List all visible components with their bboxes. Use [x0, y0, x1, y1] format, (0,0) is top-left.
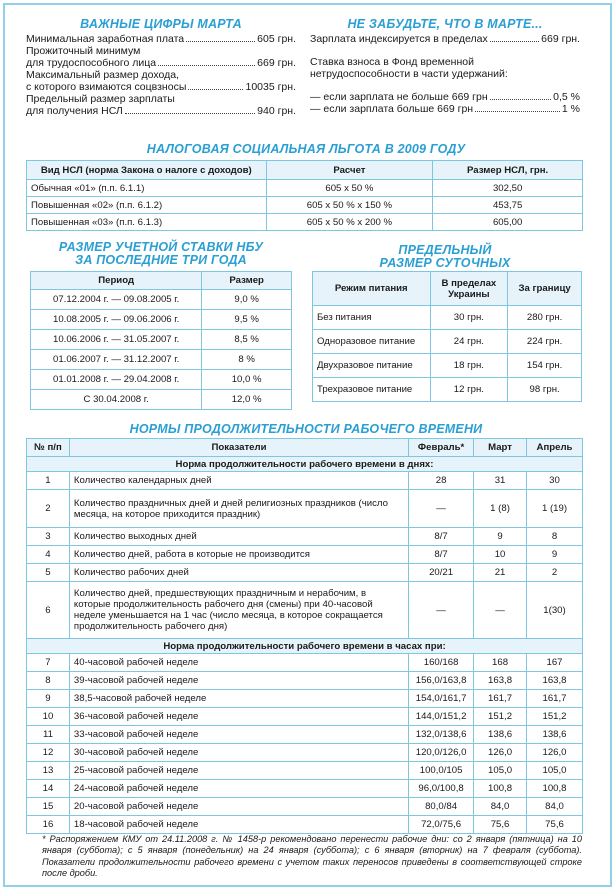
table-row [27, 744, 583, 762]
table-cell: 151,2 [474, 708, 527, 726]
table-cell: Количество календарных дней [69, 472, 408, 490]
norms-header-feb: Февраль* [409, 439, 474, 457]
daily-title-line1: ПРЕДЕЛЬНЫЙ [398, 243, 492, 257]
table-row [31, 290, 292, 310]
table-cell: 8,5 % [202, 330, 292, 350]
figure-line [26, 33, 296, 45]
figure-label: для трудоспособного лица [26, 57, 157, 69]
daily-header-abroad: За границу [508, 272, 582, 306]
table-cell: 105,0 [474, 762, 527, 780]
table-cell: 01.06.2007 г. — 31.12.2007 г. [31, 350, 202, 370]
table-cell: 14 [27, 780, 70, 798]
table-cell: 163,8 [527, 672, 583, 690]
table-cell: 161,7 [474, 690, 527, 708]
table-cell: 224 грн. [508, 330, 582, 354]
table-cell: 3 [27, 528, 70, 546]
table-row [313, 306, 582, 330]
table-cell: 28 [409, 472, 474, 490]
table-cell: 20-часовой рабочей неделе [69, 798, 408, 816]
daily-header-mode: Режим питания [313, 272, 431, 306]
table-cell: 138,6 [527, 726, 583, 744]
rate-line-1: — если зарплата не больше 669 грн 0,5 % [310, 91, 580, 103]
figure-line [26, 45, 296, 57]
table-cell: 160/168 [409, 654, 474, 672]
table-cell: 10.08.2005 г. — 09.06.2006 г. [31, 310, 202, 330]
table-cell: 1 (19) [527, 490, 583, 528]
table-cell: 01.01.2008 г. — 29.04.2008 г. [31, 370, 202, 390]
table-row [27, 528, 583, 546]
daily-table [312, 271, 582, 402]
norms-header-apr: Апрель [527, 439, 583, 457]
table-cell: 1 (8) [474, 490, 527, 528]
norms-header-num: № п/п [27, 439, 70, 457]
figure-line [26, 57, 296, 69]
table-cell: 96,0/100,8 [409, 780, 474, 798]
nsl-table [26, 160, 583, 231]
table-cell: 100,0/105 [409, 762, 474, 780]
table-cell: 31 [474, 472, 527, 490]
table-row [27, 546, 583, 564]
table-cell: 18-часовой рабочей неделе [69, 816, 408, 834]
table-cell: 9,5 % [202, 310, 292, 330]
norms-table [26, 438, 583, 834]
figure-label: для получения НСЛ [26, 105, 123, 117]
fund-text-2: нетрудоспособности в части удержаний: [310, 68, 508, 80]
table-cell: 72,0/75,6 [409, 816, 474, 834]
table-cell: 168 [474, 654, 527, 672]
nbu-header-size: Размер [202, 272, 292, 290]
table-cell: 8/7 [409, 528, 474, 546]
table-cell: Количество праздничных дней и дней религиозных праздников (число месяца, на которое приходится праздник) [69, 490, 408, 528]
important-figures-title: ВАЖНЫЕ ЦИФРЫ МАРТА [80, 17, 242, 31]
figure-value: 669 грн. [257, 57, 296, 69]
table-cell: 9 [27, 690, 70, 708]
table-cell: 21 [474, 564, 527, 582]
table-row [313, 378, 582, 402]
table-cell: 20/21 [409, 564, 474, 582]
table-cell: 38,5-часовой рабочей неделе [69, 690, 408, 708]
table-row [31, 330, 292, 350]
table-cell: 07.12.2004 г. — 09.08.2005 г. [31, 290, 202, 310]
table-cell: 10,0 % [202, 370, 292, 390]
table-row [27, 816, 583, 834]
table-cell: 84,0 [474, 798, 527, 816]
nbu-table [30, 271, 292, 410]
table-cell: 144,0/151,2 [409, 708, 474, 726]
table-cell: Повышенная «02» (п.п. 6.1.2) [27, 197, 267, 214]
table-cell: 5 [27, 564, 70, 582]
rate-line-2: — если зарплата больше 669 грн 1 % [310, 103, 580, 115]
table-cell: 12 грн. [430, 378, 508, 402]
table-cell: 100,8 [527, 780, 583, 798]
table-cell: 9 [474, 528, 527, 546]
table-cell: Без питания [313, 306, 431, 330]
table-cell: 33-часовой рабочей неделе [69, 726, 408, 744]
figure-line [26, 69, 296, 81]
table-cell: 605 х 50 % х 150 % [266, 197, 433, 214]
table-cell: Повышенная «03» (п.п. 6.1.3) [27, 214, 267, 231]
nbu-title-line2: ЗА ПОСЛЕДНИЕ ТРИ ГОДА [75, 253, 247, 267]
norms-header-indicator: Показатели [69, 439, 408, 457]
table-cell: 105,0 [527, 762, 583, 780]
table-cell: 154 грн. [508, 354, 582, 378]
figure-label: с которого взимаются соцвзносы [26, 81, 187, 93]
table-cell: 8/7 [409, 546, 474, 564]
table-cell: 7 [27, 654, 70, 672]
table-row [27, 180, 583, 197]
nsl-header-type: Вид НСЛ (норма Закона о налоге с доходов) [27, 161, 267, 180]
figure-line [26, 93, 296, 105]
table-row [27, 708, 583, 726]
figure-label: Предельный размер зарплаты [26, 93, 175, 105]
table-cell: Количество дней, работа в которые не производится [69, 546, 408, 564]
nsl-header-calc: Расчет [266, 161, 433, 180]
figure-label: Прожиточный минимум [26, 45, 141, 57]
figure-line [26, 105, 296, 117]
table-cell: 126,0 [527, 744, 583, 762]
figure-label: Максимальный размер дохода, [26, 69, 179, 81]
norms-header-mar: Март [474, 439, 527, 457]
footnote: * Распоряжением КМУ от 24.11.2008 г. № 1458-р рекомендовано перенести рабочие дни: со 2 января (пятница) на 10 января (суббота); с 5 января (понедельник) на 24 января (суббота); с 6 января (вторник) на 7 февраля (суббота). Показатели продолжительности рабочего времени с учетом таких переносов приведены в соответствующей строке после дроби. [42, 834, 582, 878]
nbu-title-block [26, 241, 296, 267]
table-cell: 8 [27, 672, 70, 690]
table-cell: 11 [27, 726, 70, 744]
table-cell: 10 [474, 546, 527, 564]
table-cell: 10 [27, 708, 70, 726]
table-cell: 39-часовой рабочей неделе [69, 672, 408, 690]
norms-title: НОРМЫ ПРОДОЛЖИТЕЛЬНОСТИ РАБОЧЕГО ВРЕМЕНИ [129, 422, 483, 436]
table-row [27, 762, 583, 780]
table-cell: С 30.04.2008 г. [31, 390, 202, 410]
table-cell: 605 х 50 % [266, 180, 433, 197]
fund-text-1: Ставка взноса в Фонд временной [310, 56, 474, 68]
figure-label: Минимальная заработная плата [26, 33, 185, 45]
table-cell: 163,8 [474, 672, 527, 690]
table-row [27, 654, 583, 672]
table-cell: 9,0 % [202, 290, 292, 310]
important-figures-block [26, 18, 296, 117]
table-cell: Обычная «01» (п.п. 6.1.1) [27, 180, 267, 197]
table-cell: 30-часовой рабочей неделе [69, 744, 408, 762]
table-row [27, 672, 583, 690]
table-cell: 30 [527, 472, 583, 490]
figure-value: 940 грн. [257, 105, 296, 117]
table-cell: 4 [27, 546, 70, 564]
table-cell: 100,8 [474, 780, 527, 798]
table-row [27, 726, 583, 744]
norms-section-hours: Норма продолжительности рабочего времени в часах при: [27, 639, 583, 654]
table-row [27, 197, 583, 214]
table-cell: 605,00 [433, 214, 583, 231]
table-cell: 18 грн. [430, 354, 508, 378]
table-cell: 25-часовой рабочей неделе [69, 762, 408, 780]
table-cell: 24 грн. [430, 330, 508, 354]
table-cell: 156,0/163,8 [409, 672, 474, 690]
table-cell: 138,6 [474, 726, 527, 744]
table-cell: 453,75 [433, 197, 583, 214]
table-cell: — [409, 490, 474, 528]
table-cell: 151,2 [527, 708, 583, 726]
table-cell: 8 % [202, 350, 292, 370]
table-cell: 12,0 % [202, 390, 292, 410]
table-cell: 161,7 [527, 690, 583, 708]
figure-value: 10035 грн. [245, 81, 296, 93]
reminders-block [310, 18, 580, 115]
nbu-header-period: Период [31, 272, 202, 290]
table-cell: 1 [27, 472, 70, 490]
table-cell: 8 [527, 528, 583, 546]
table-row [313, 354, 582, 378]
table-row [313, 330, 582, 354]
table-cell: 98 грн. [508, 378, 582, 402]
table-cell: 75,6 [527, 816, 583, 834]
table-row [27, 490, 583, 528]
table-cell: 1(30) [527, 582, 583, 639]
table-row [31, 310, 292, 330]
table-cell: 167 [527, 654, 583, 672]
table-cell: Количество выходных дней [69, 528, 408, 546]
figure-line [26, 81, 296, 93]
table-cell: 9 [527, 546, 583, 564]
table-cell: 40-часовой рабочей неделе [69, 654, 408, 672]
table-cell: 302,50 [433, 180, 583, 197]
norms-section-days: Норма продолжительности рабочего времени в днях: [27, 457, 583, 472]
daily-title-line2: РАЗМЕР СУТОЧНЫХ [379, 256, 511, 270]
table-cell: 16 [27, 816, 70, 834]
table-cell: Трехразовое питание [313, 378, 431, 402]
table-cell: — [409, 582, 474, 639]
table-row [31, 350, 292, 370]
nsl-header-size: Размер НСЛ, грн. [433, 161, 583, 180]
table-row [27, 582, 583, 639]
table-cell: 6 [27, 582, 70, 639]
table-cell: 84,0 [527, 798, 583, 816]
table-row [27, 798, 583, 816]
table-row [31, 370, 292, 390]
nbu-title-line1: РАЗМЕР УЧЕТНОЙ СТАВКИ НБУ [58, 240, 264, 254]
daily-title-block [310, 244, 580, 270]
table-cell: 24-часовой рабочей неделе [69, 780, 408, 798]
table-cell: Количество дней, предшествующих праздничным и нерабочим, в которые продолжительность рабочего дня (смены) при 40-часовой неделе уменьшается на 1 час (число месяца, в которое сокращается продолжительность рабочего дня) [69, 582, 408, 639]
table-cell: 605 х 50 % х 200 % [266, 214, 433, 231]
table-cell: Количество рабочих дней [69, 564, 408, 582]
table-cell: 36-часовой рабочей неделе [69, 708, 408, 726]
table-row [27, 690, 583, 708]
table-cell: 75,6 [474, 816, 527, 834]
table-row [27, 472, 583, 490]
table-cell: 13 [27, 762, 70, 780]
nsl-title: НАЛОГОВАЯ СОЦИАЛЬНАЯ ЛЬГОТА В 2009 ГОДУ [146, 142, 466, 156]
table-cell: 80,0/84 [409, 798, 474, 816]
table-row [27, 780, 583, 798]
table-cell: 30 грн. [430, 306, 508, 330]
table-cell: 154,0/161,7 [409, 690, 474, 708]
table-cell: 280 грн. [508, 306, 582, 330]
table-cell: 132,0/138,6 [409, 726, 474, 744]
table-row [31, 390, 292, 410]
table-row [27, 564, 583, 582]
table-cell: Одноразовое питание [313, 330, 431, 354]
daily-header-ukraine: В пределах Украины [430, 272, 508, 306]
figure-value: 605 грн. [257, 33, 296, 45]
table-cell: 15 [27, 798, 70, 816]
table-cell: 126,0 [474, 744, 527, 762]
table-cell: 12 [27, 744, 70, 762]
table-cell: 2 [27, 490, 70, 528]
table-cell: 10.06.2006 г. — 31.05.2007 г. [31, 330, 202, 350]
table-cell: Двухразовое питание [313, 354, 431, 378]
reminders-title: НЕ ЗАБУДЬТЕ, ЧТО В МАРТЕ... [347, 17, 543, 31]
indexation-line: Зарплата индексируется в пределах 669 грн. [310, 33, 580, 45]
table-row [27, 214, 583, 231]
table-cell: — [474, 582, 527, 639]
table-cell: 120,0/126,0 [409, 744, 474, 762]
table-cell: 2 [527, 564, 583, 582]
